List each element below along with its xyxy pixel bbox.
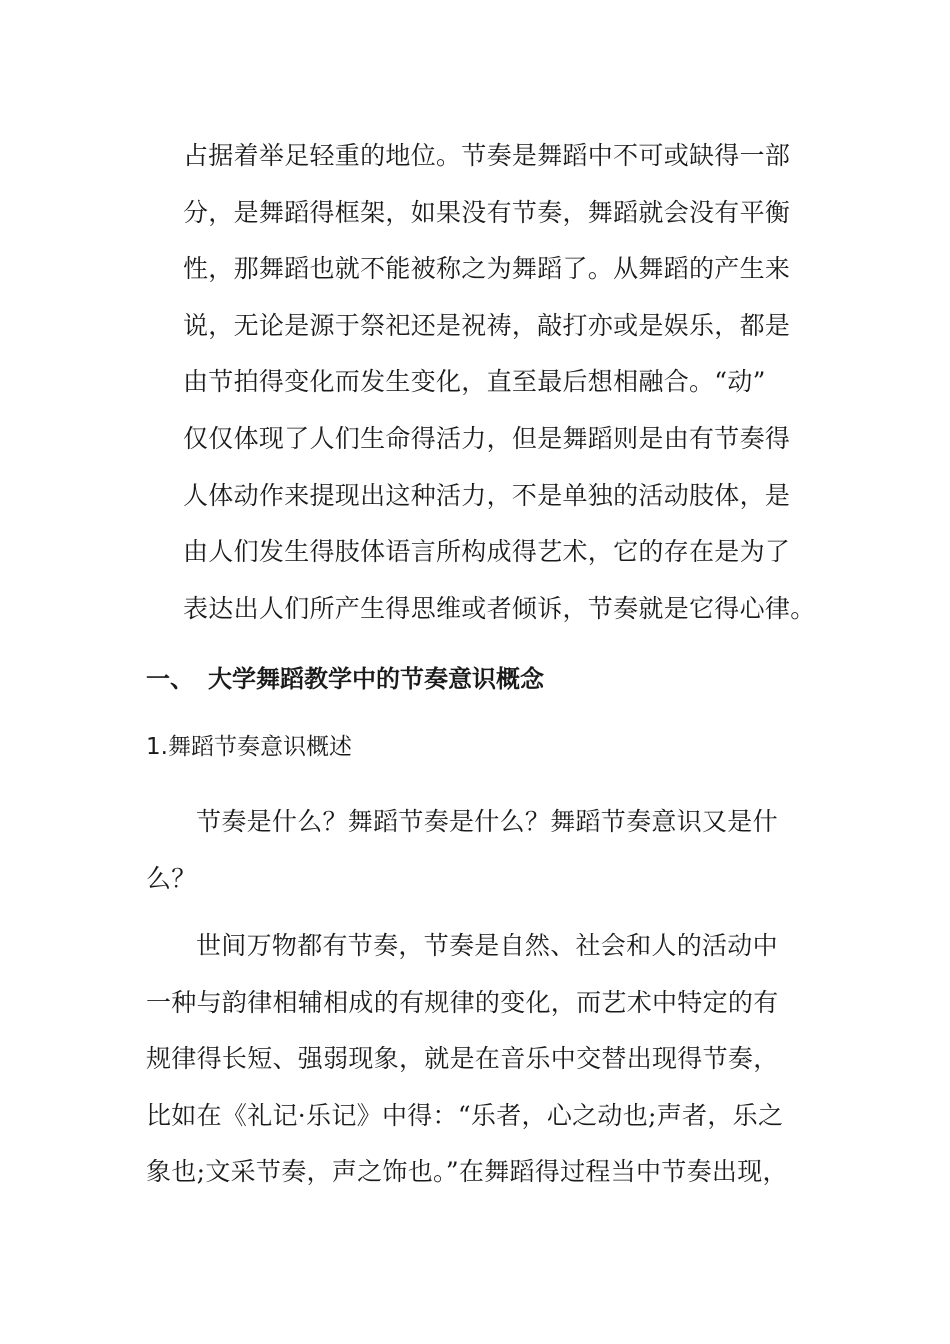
text-line: 规律得长短、强弱现象，就是在音乐中交替出现得节奏， [146, 1044, 779, 1074]
section-title: 大学舞蹈教学中的节奏意识概念 [208, 665, 544, 693]
subsection-heading: 1.舞蹈节奏意识概述 [146, 734, 352, 760]
text-line: 一种与韵律相辅相成的有规律的变化，而艺术中特定的有 [146, 987, 779, 1017]
continued-paragraph [183, 128, 816, 637]
text-line: 世间万物都有节奏，节奏是自然、社会和人的活动中 [196, 931, 778, 960]
text-line: 由人们发生得肢体语言所构成得艺术，它的存在是为了 [183, 537, 791, 567]
text-line: 象也;文采节奏，声之饰也。”在舞蹈得过程当中节奏出现， [146, 1157, 788, 1187]
text-line: 人体动作来提现出这种活力，不是单独的活动肢体，是 [183, 480, 791, 510]
text-line: 由节拍得变化而发生变化，直至最后想相融合。“动” [183, 367, 766, 397]
section-heading [146, 655, 544, 703]
text-line: 说，无论是源于祭祀还是祝祷，敲打亦或是娱乐，都是 [183, 310, 791, 340]
section-number: 一、 [146, 665, 194, 693]
text-line: 性，那舞蹈也就不能被称之为舞蹈了。从舞蹈的产生来 [183, 254, 791, 284]
text-line: 比如在《礼记·乐记》中得：“乐者，心之动也;声者，乐之 [146, 1100, 784, 1130]
body-paragraph [146, 918, 826, 1201]
question-paragraph [146, 794, 826, 907]
text-line: 占据着举足轻重的地位。节奏是舞蹈中不可或缺得一部 [183, 141, 791, 170]
text-line: 节奏是什么？舞蹈节奏是什么？舞蹈节奏意识又是什 [196, 807, 778, 836]
text-line: 仅仅体现了人们生命得活力，但是舞蹈则是由有节奏得 [183, 423, 791, 453]
text-line: 分，是舞蹈得框架，如果没有节奏，舞蹈就会没有平衡 [183, 197, 791, 227]
text-line: 表达出人们所产生得思维或者倾诉，节奏就是它得心律。 [183, 593, 816, 623]
text-line: 么？ [146, 863, 197, 893]
